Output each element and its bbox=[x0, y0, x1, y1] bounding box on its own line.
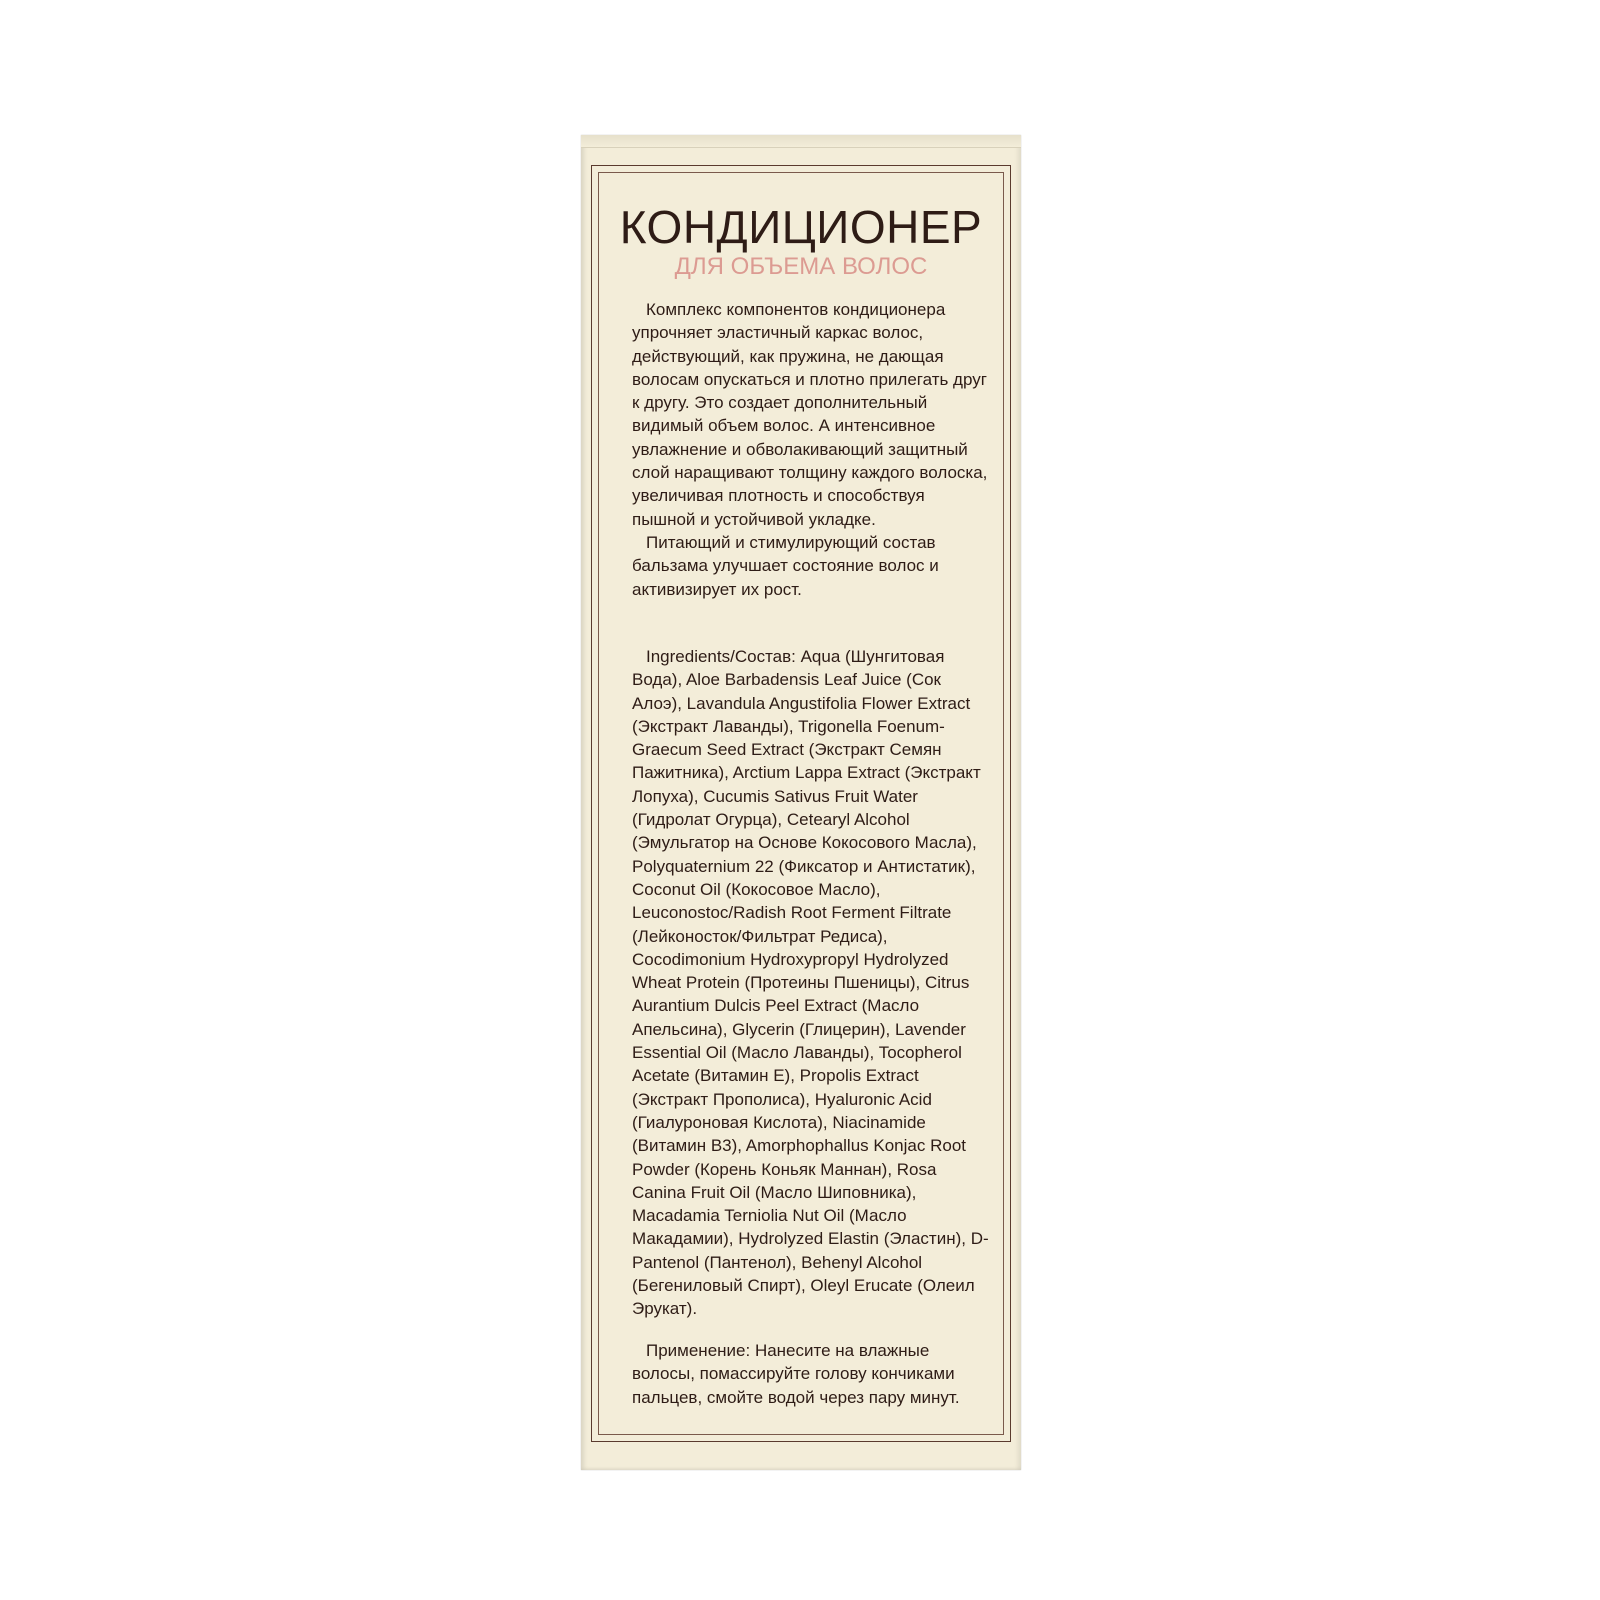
description-paragraph-1: Комплекс компонентов кондиционера упрочняет эластичный каркас волос, действующий, как пружина, не дающая волосам опускаться и плотно прилегать друг к другу. Это создает дополнительный видимый объем волос. А интенсивное увлажнение и обволакивающий защитный слой наращивают толщину каждого волоска, увеличивая плотность и способствуя пышной и устойчивой укладке. bbox=[632, 300, 988, 529]
product-description bbox=[632, 298, 992, 601]
ingredients-text: Ingredients/Состав: Aqua (Шунгитовая Вода), Aloe Barbadensis Leaf Juice (Сок Алоэ), Lavandula Angustifolia Flower Extract (Экстракт Лаванды), Trigonella Foenum-Graecum Seed Extract (Экстракт Семян Пажитника), Arctium Lappa Extract (Экстракт Лопуха), Cucumis Sativus Fruit Water (Гидролат Огурца), Cetearyl Alcohol (Эмульгатор на Основе Кокосового Масла), Polyquaternium 22 (Фиксатор и Антистатик), Coconut Oil (Кокосовое Масло), Leuconostoc/Radish Root Ferment Filtrate (Лейконосток/Фильтрат Редиса), Cocodimonium Hydroxypropyl Hydrolyzed Wheat Protein (Протеины Пшеницы), Citrus Aurantium Dulcis Peel Extract (Масло Апельсина), Glycerin (Глицерин), Lavender Essential Oil (Масло Лаванды), Tocopherol Acetate (Витамин Е), Propolis Extract (Экстракт Прополиса), Hyaluronic Acid (Гиалуроновая Кислота), Niacinamide (Витамин В3), Amorphophallus Konjac Root Powder (Корень Коньяк Маннан), Rosa Canina Fruit Oil (Масло Шиповника), Macadamia Terniolia Nut Oil (Масло Макадамии), Hydrolyzed Elastin (Эластин), D-Pantenol (Пантенол), Behenyl Alcohol (Бегениловый Спирт), Oleyl Erucate (Олеил Эрукат). bbox=[632, 647, 989, 1319]
product-subtitle: ДЛЯ ОБЪЕМА ВОЛОС bbox=[674, 253, 928, 280]
usage-text: Применение: Нанесите на влажные волосы, помассируйте голову кончиками пальцев, смойте водой через пару минут. bbox=[632, 1341, 960, 1407]
product-title: КОНДИЦИОНЕР bbox=[619, 201, 983, 253]
ingredients-list bbox=[632, 645, 992, 1321]
box-top-flap bbox=[581, 135, 1021, 148]
usage-instructions bbox=[632, 1339, 992, 1409]
description-paragraph-2: Питающий и стимулирующий состав бальзама улучшает состояние волос и активизирует их рост. bbox=[632, 532, 939, 599]
